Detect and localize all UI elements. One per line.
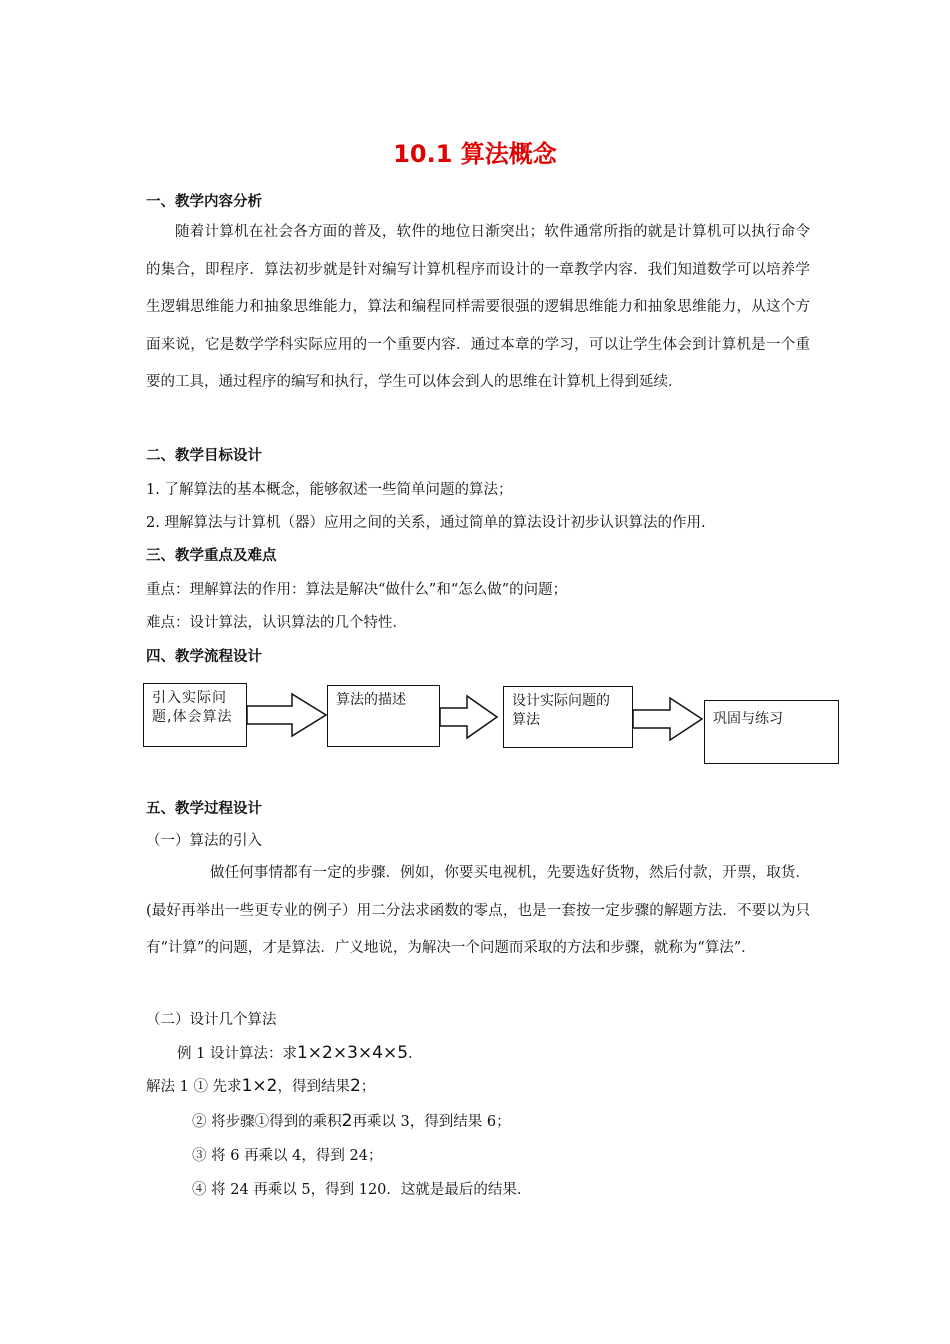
flow-box-design <box>503 686 633 748</box>
goal-item-2: 2. 理解算法与计算机（器）应用之间的关系，通过简单的算法设计初步认识算法的作用. <box>146 515 706 531</box>
section-heading-key-points: 三、教学重点及难点 <box>146 548 277 564</box>
solution-expression-2: 2 <box>349 1076 361 1096</box>
section-heading-content-analysis: 一、教学内容分析 <box>146 194 262 210</box>
section-heading-flow: 四、教学流程设计 <box>146 649 262 665</box>
section-heading-process: 五、教学过程设计 <box>146 801 262 817</box>
solution-label: 解法 1 ① 先求 <box>146 1079 242 1095</box>
flow-box-describe <box>327 685 440 747</box>
section-heading-goals: 二、教学目标设计 <box>146 448 262 464</box>
intro-paragraph: 做任何事情都有一定的步骤．例如，你要买电视机，先要选好货物，然后付款，开票，取货．(最好再举出一些更专业的例子）用二分法求函数的零点，也是一套按一定步骤的解题方法．不要以为只有“计算”的问题，才是算法．广义地说，为解决一个问题而采取的方法和步骤，就称为“算法”． <box>146 865 810 956</box>
content-analysis-paragraph: 随着计算机在社会各方面的普及，软件的地位日渐突出；软件通常所指的就是计算机可以执行命令的集合，即程序．算法初步就是针对编写计算机程序而设计的一章教学内容．我们知道数学可以培养学生逻辑思维能力和抽象思维能力，算法和编程同样需要很强的逻辑思维能力和抽象思维能力，从这个方面来说，它是数学学科实际应用的一个重要内容．通过本章的学习，可以让学生体会到计算机是一个重要的工具，通过程序的编写和执行，学生可以体会到人的思维在计算机上得到延续． <box>146 224 810 390</box>
solution-step-3: ③ 将 6 再乘以 4，得到 24； <box>192 1148 383 1164</box>
flow-box-introduce-label: 引入实际问题,体会算法 <box>152 690 233 725</box>
subsection-design: （二）设计几个算法 <box>146 1012 277 1028</box>
solution-step-2 <box>192 1110 511 1131</box>
key-point-important: 重点：理解算法的作用：算法是解决“做什么”和“怎么做”的问题； <box>146 582 568 598</box>
solution-mid: ，得到结果 <box>277 1079 350 1095</box>
flow-arrow-3 <box>632 696 706 742</box>
step2-expression: 2 <box>341 1111 353 1131</box>
example-end: ． <box>408 1046 423 1062</box>
subsection-intro: （一）算法的引入 <box>146 833 262 849</box>
step2-text-b: 再乘以 3，得到结果 6； <box>352 1114 511 1130</box>
solution-end: ； <box>360 1079 376 1095</box>
example-label: 例 1 设计算法：求 <box>177 1046 297 1062</box>
flow-box-practice <box>704 700 839 764</box>
step2-text-a: ② 将步骤①得到的乘积 <box>192 1114 342 1130</box>
solution-step-1 <box>146 1075 375 1096</box>
flow-box-introduce <box>143 683 247 747</box>
solution-step-4: ④ 将 24 再乘以 5，得到 120．这就是最后的结果． <box>192 1182 532 1198</box>
example-expression: 1×2×3×4×5 <box>296 1043 409 1063</box>
key-point-difficult: 难点：设计算法，认识算法的几个特性． <box>146 615 407 631</box>
flow-box-describe-label: 算法的描述 <box>336 692 406 708</box>
goal-item-1: 1. 了解算法的基本概念，能够叙述一些简单问题的算法； <box>146 482 513 498</box>
flow-arrow-1 <box>246 692 330 738</box>
flow-box-practice-label: 巩固与练习 <box>713 711 783 727</box>
document-title: 10.1 算法概念 <box>393 140 557 168</box>
example-1 <box>177 1042 423 1063</box>
flow-box-design-label: 设计实际问题的算法 <box>512 693 610 728</box>
solution-expression-1: 1×2 <box>241 1076 278 1096</box>
flow-arrow-2 <box>439 694 501 740</box>
